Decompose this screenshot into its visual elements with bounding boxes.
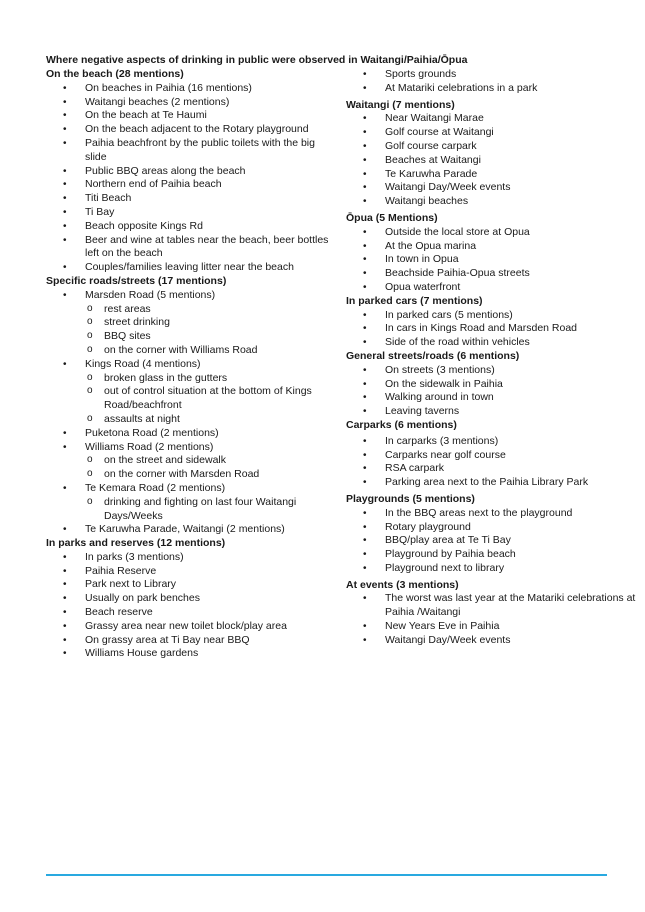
section-heading-parked-cars: In parked cars (7 mentions)	[346, 294, 483, 307]
list-item: • RSA carpark	[346, 462, 636, 476]
list-item: • On the sidewalk in Paihia	[346, 378, 636, 392]
list-item: • Beer and wine at tables near the beach, beer bottles left on the beach	[46, 234, 336, 262]
list-item: • Parking area next to the Paihia Library Park	[346, 476, 636, 490]
list-item: • In parked cars (5 mentions)	[346, 309, 636, 323]
list-item: • Te Karuwha Parade	[346, 168, 636, 182]
list-item: • Williams Road (2 mentions)	[46, 441, 336, 455]
parks-list-continued	[346, 68, 636, 96]
page-title: Where negative aspects of drinking in public were observed in Waitangi/Paihia/Ōpua	[46, 54, 468, 66]
sub-list-item: o broken glass in the gutters	[46, 372, 336, 386]
list-item: • In town in Opua	[346, 253, 636, 267]
list-item: • On streets (3 mentions)	[346, 364, 636, 378]
list-item: • In cars in Kings Road and Marsden Road	[346, 322, 636, 336]
footer-rule	[46, 874, 607, 876]
list-item: • Walking around in town	[346, 391, 636, 405]
list-item: • Rotary playground	[346, 521, 636, 535]
playgrounds-list	[346, 507, 636, 576]
list-item: • Park next to Library	[46, 578, 336, 592]
list-item: • Playground next to library	[346, 562, 636, 576]
list-item: • Public BBQ areas along the beach	[46, 165, 336, 179]
list-item: • Grassy area near new toilet block/play area	[46, 620, 336, 634]
list-item: • Playground by Paihia beach	[346, 548, 636, 562]
list-item: • Sports grounds	[346, 68, 636, 82]
waitangi-list	[346, 112, 636, 209]
parks-list	[46, 551, 336, 661]
sub-list-item: o on the corner with Williams Road	[46, 344, 336, 358]
section-heading-carparks: Carparks (6 mentions)	[346, 418, 457, 431]
list-item: • Te Karuwha Parade, Waitangi (2 mentions)	[46, 523, 336, 537]
list-item: • Te Kemara Road (2 mentions)	[46, 482, 336, 496]
list-item: • Waitangi beaches (2 mentions)	[46, 96, 336, 110]
section-heading-beach: On the beach (28 mentions)	[46, 68, 184, 80]
list-item: • Puketona Road (2 mentions)	[46, 427, 336, 441]
list-item: • On beaches in Paihia (16 mentions)	[46, 82, 336, 96]
list-item: • In the BBQ areas next to the playground	[346, 507, 636, 521]
sub-list-item: o out of control situation at the bottom of Kings Road/beachfront	[46, 385, 336, 413]
section-heading-parks: In parks and reserves (12 mentions)	[46, 537, 226, 550]
list-item: • Side of the road within vehicles	[346, 336, 636, 350]
events-list	[346, 592, 636, 647]
list-item: • Usually on park benches	[46, 592, 336, 606]
list-item: • Beaches at Waitangi	[346, 154, 636, 168]
sub-list-item: o assaults at night	[46, 413, 336, 427]
list-item: • At Matariki celebrations in a park	[346, 82, 636, 96]
list-item: • Near Waitangi Marae	[346, 112, 636, 126]
list-item: • Opua waterfront	[346, 281, 636, 295]
list-item: • Waitangi Day/Week events	[346, 634, 636, 648]
section-heading-opua: Ōpua (5 Mentions)	[346, 211, 438, 224]
carparks-list	[346, 435, 636, 490]
list-item: • In carparks (3 mentions)	[346, 435, 636, 449]
list-item: • Waitangi beaches	[346, 195, 636, 209]
section-heading-roads: Specific roads/streets (17 mentions)	[46, 274, 227, 287]
list-item: • Williams House gardens	[46, 647, 336, 661]
roads-list	[46, 289, 336, 537]
list-item: • The worst was last year at the Matariki celebrations at Paihia /Waitangi	[346, 592, 636, 620]
left-column	[46, 68, 336, 661]
sub-list-item: o on the street and sidewalk	[46, 454, 336, 468]
list-item: • Northern end of Paihia beach	[46, 178, 336, 192]
sub-list-item: o drinking and fighting on last four Waitangi Days/Weeks	[46, 496, 336, 524]
streets-list	[346, 364, 636, 419]
list-item: • In parks (3 mentions)	[46, 551, 336, 565]
list-item: • On the beach adjacent to the Rotary playground	[46, 123, 336, 137]
sub-list-item: o street drinking	[46, 316, 336, 330]
opua-list	[346, 226, 636, 295]
list-item: • Golf course at Waitangi	[346, 126, 636, 140]
list-item: • BBQ/play area at Te Ti Bay	[346, 534, 636, 548]
list-item: • Beach opposite Kings Rd	[46, 220, 336, 234]
list-item: • Titi Beach	[46, 192, 336, 206]
section-heading-events: At events (3 mentions)	[346, 578, 459, 591]
list-item: • Carparks near golf course	[346, 449, 636, 463]
beach-list	[46, 82, 336, 275]
list-item: • Waitangi Day/Week events	[346, 181, 636, 195]
list-item: • Golf course carpark	[346, 140, 636, 154]
list-item: • Ti Bay	[46, 206, 336, 220]
list-item: • At the Opua marina	[346, 240, 636, 254]
list-item: • Beach reserve	[46, 606, 336, 620]
section-heading-streets: General streets/roads (6 mentions)	[346, 349, 520, 362]
list-item: • New Years Eve in Paihia	[346, 620, 636, 634]
right-column	[346, 68, 636, 648]
list-item: • Outside the local store at Opua	[346, 226, 636, 240]
list-item: • On the beach at Te Haumi	[46, 109, 336, 123]
list-item: • Paihia Reserve	[46, 565, 336, 579]
sub-list-item: o on the corner with Marsden Road	[46, 468, 336, 482]
list-item: • Kings Road (4 mentions)	[46, 358, 336, 372]
section-heading-playgrounds: Playgrounds (5 mentions)	[346, 492, 475, 505]
list-item: • Couples/families leaving litter near the beach	[46, 261, 336, 275]
list-item: • Beachside Paihia-Opua streets	[346, 267, 636, 281]
sub-list-item: o rest areas	[46, 303, 336, 317]
section-heading-waitangi: Waitangi (7 mentions)	[346, 98, 455, 111]
parked-cars-list	[346, 309, 636, 350]
list-item: • Leaving taverns	[346, 405, 636, 419]
list-item: • Paihia beachfront by the public toilets with the big slide	[46, 137, 336, 165]
sub-list-item: o BBQ sites	[46, 330, 336, 344]
list-item: • On grassy area at Ti Bay near BBQ	[46, 634, 336, 648]
list-item: • Marsden Road (5 mentions)	[46, 289, 336, 303]
